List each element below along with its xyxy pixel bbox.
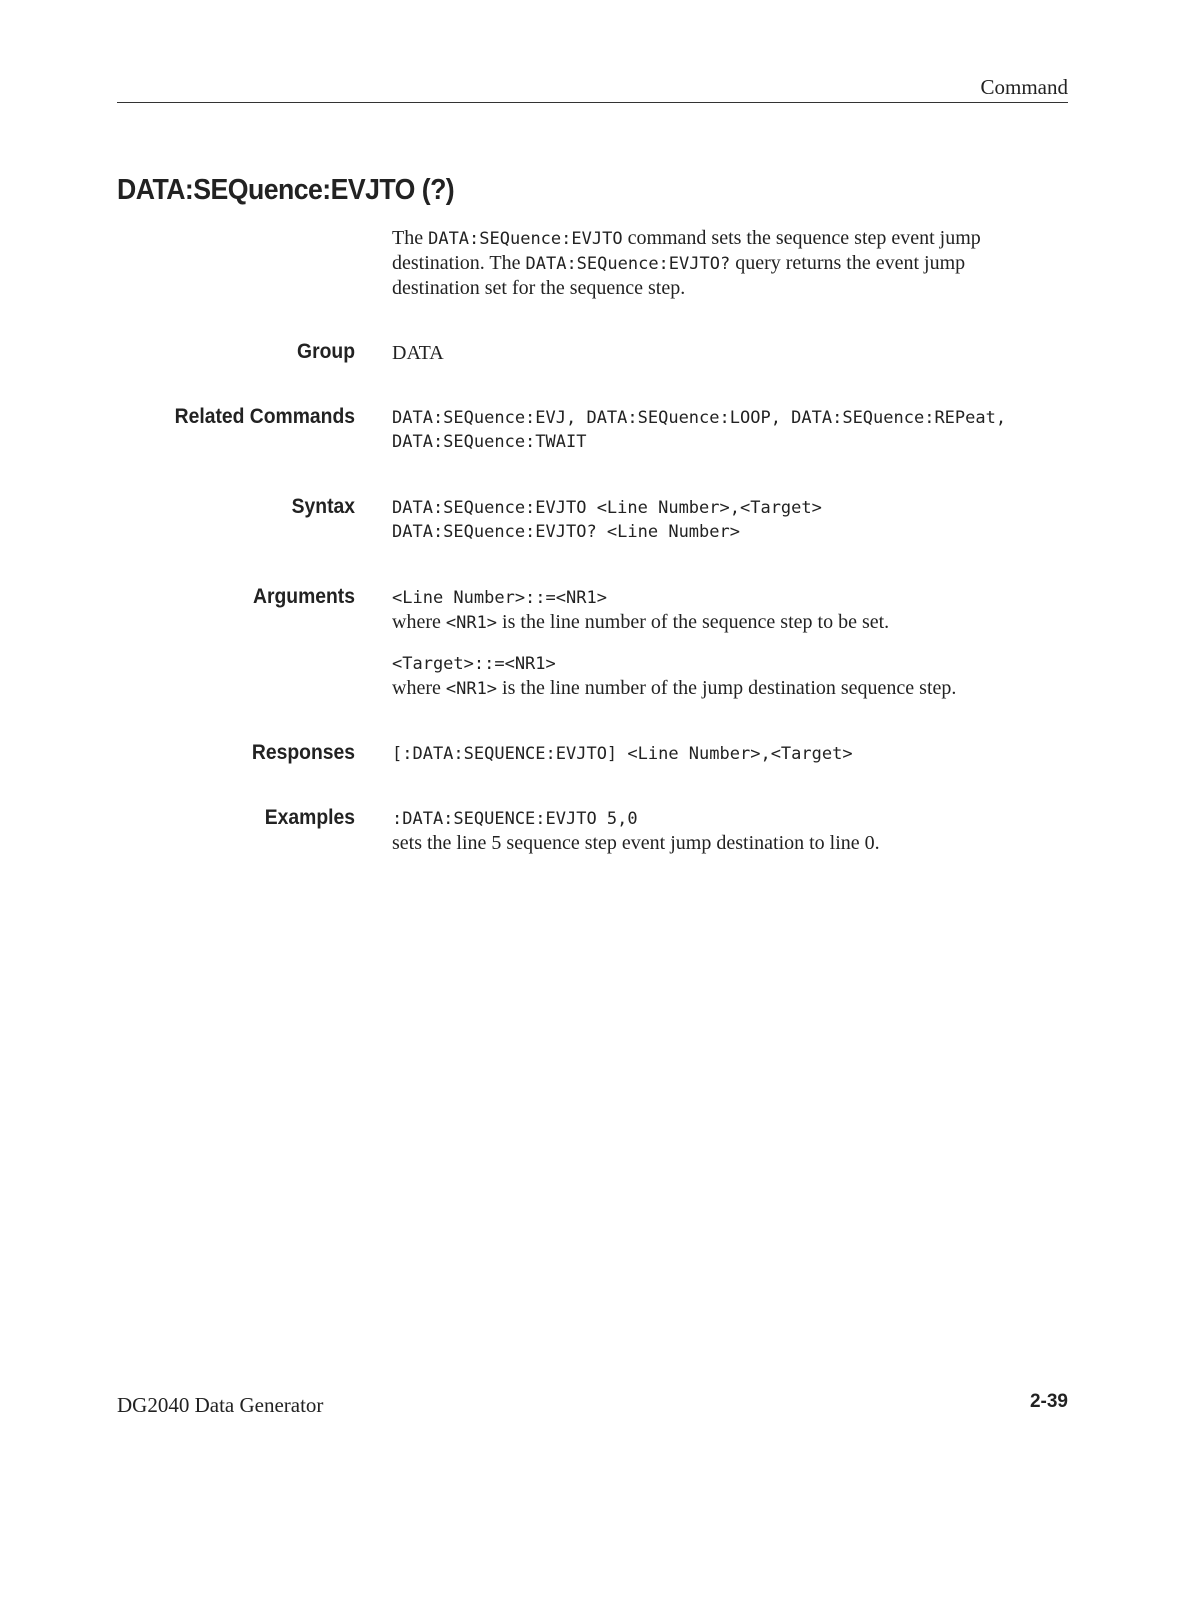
syntax-body [392, 496, 1032, 544]
header-rule [117, 102, 1068, 103]
related-commands-line: DATA:SEQuence:TWAIT [392, 432, 587, 452]
argument-syntax: <Line Number>::=<NR1> [392, 588, 607, 608]
responses-body [392, 742, 1032, 766]
related-commands-label: Related Commands [174, 405, 355, 428]
example-description: sets the line 5 sequence step event jump destination to line 0. [392, 832, 880, 854]
argument-nr1: <NR1> [445, 679, 498, 699]
page-title: DATA:SEQuence:EVJTO (?) [117, 174, 455, 206]
examples-label: Examples [264, 806, 355, 829]
group-label: Group [297, 340, 355, 363]
syntax-query: DATA:SEQuence:EVJTO? <Line Number> [392, 522, 740, 542]
description-command: DATA:SEQuence:EVJTO [428, 229, 623, 249]
arguments-label: Arguments [253, 585, 355, 608]
examples-body [392, 807, 1032, 855]
footer-product-name: DG2040 Data Generator [117, 1393, 324, 1417]
argument-syntax: <Target>::=<NR1> [392, 654, 556, 674]
argument-desc-text: is the line number of the jump destination sequence step. [497, 677, 957, 699]
responses-label: Responses [251, 741, 355, 764]
syntax-label: Syntax [291, 495, 355, 518]
description-query: DATA:SEQuence:EVJTO? [525, 254, 731, 274]
description-text-3: query returns the event jump destination set for the sequence step. [392, 252, 966, 299]
response-format: [:DATA:SEQUENCE:EVJTO] <Line Number>,<Target> [392, 744, 853, 764]
command-description [392, 226, 1032, 300]
argument-nr1: <NR1> [445, 613, 498, 633]
description-text-2: command sets the sequence step event jump destination. The [392, 227, 981, 274]
page-number: 2-39 [1029, 1391, 1068, 1412]
arguments-body [392, 586, 1032, 701]
argument-description [392, 676, 1032, 701]
running-head: Command [980, 75, 1068, 99]
related-commands-body [392, 406, 1032, 454]
related-commands-line: DATA:SEQuence:EVJ, DATA:SEQuence:LOOP, DATA:SEQuence:REPeat, [392, 408, 1007, 428]
description-text-1: The [392, 227, 429, 249]
argument-where: where [392, 611, 446, 633]
syntax-command: DATA:SEQuence:EVJTO <Line Number>,<Target> [392, 498, 822, 518]
example-code: :DATA:SEQUENCE:EVJTO 5,0 [392, 809, 638, 829]
argument-desc-text: is the line number of the sequence step to be set. [497, 611, 890, 633]
argument-description [392, 610, 1032, 635]
group-value: DATA [392, 342, 444, 364]
argument-where: where [392, 677, 446, 699]
